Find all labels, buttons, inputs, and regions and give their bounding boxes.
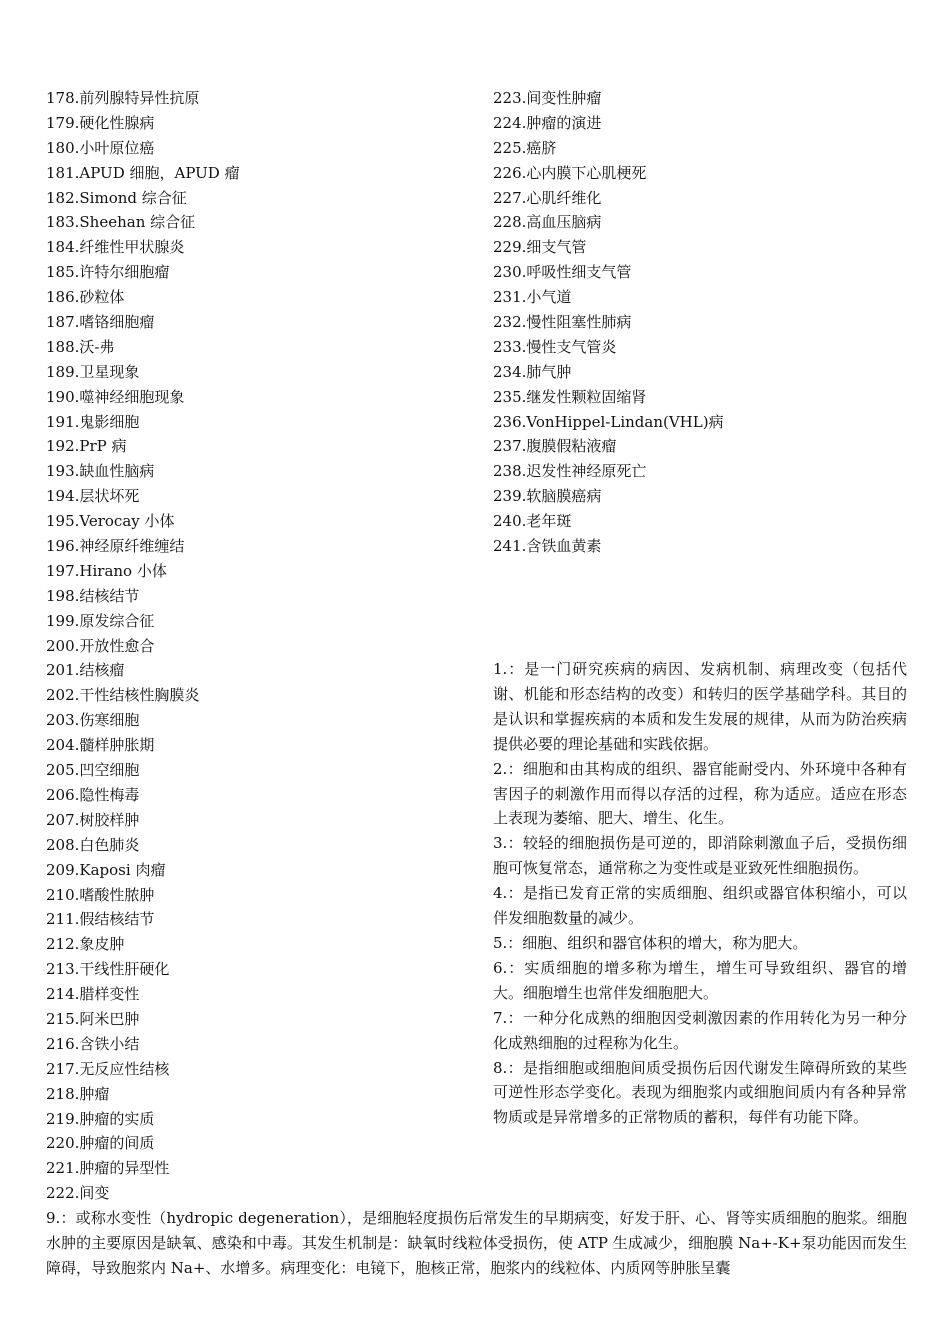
term-item: 178.前列腺特异性抗原 [46,89,200,107]
term-item: 200.开放性愈合 [46,636,155,655]
term-item: 189.卫星现象 [46,362,140,381]
definition-item: 7.：一种分化成熟的细胞因受刺激因素的作用转化为另一种分化成熟细胞的过程称为化生。 [493,1008,907,1052]
definition-item: 5.：细胞、组织和器官体积的增大，称为肥大。 [493,933,808,952]
term-item: 202.干性结核性胸膜炎 [46,686,200,705]
definition-item: 1.：是一门研究疾病的病因、发病机制、病理改变（包括代谢、机能和形态结构的改变）和转归的医学基础学科。其目的是认识和掌握疾病的本质和发生发展的规律，从而为防治疾病提供必要的理论基础和实践依据。 [493,660,907,753]
term-item: 187.嗜铬细胞瘤 [46,313,155,332]
term-item: 213.干线性肝硬化 [46,960,170,979]
definition-item: 8.：是指细胞或细胞间质受损伤后因代谢发生障碍所致的某些可逆性形态学变化。表现为细胞浆内或细胞间质内有各种异常物质或是异常增多的正常物质的蓄积，每伴有功能下降。 [493,1058,907,1127]
term-item: 227.心肌纤维化 [493,188,602,207]
term-item: 230.呼吸性细支气管 [493,263,632,282]
term-item: 234.肺气肿 [493,362,572,381]
term-item: 180.小叶原位癌 [46,138,155,157]
term-item: 188.沃-弗 [46,337,115,356]
term-item: 179.硬化性腺病 [46,113,155,132]
term-item: 224.肿瘤的演进 [493,113,602,132]
term-item: 219.肿瘤的实质 [46,1109,155,1128]
term-item: 216.含铁小结 [46,1034,140,1053]
term-item: 236.VonHippel-Lindan(VHL)病 [493,412,724,431]
definition-item: 2.：细胞和由其构成的组织、器官能耐受内、外环境中各种有害因子的刺激作用而得以存活的过程，称为适应。适应在形态上表现为萎缩、肥大、增生、化生。 [493,759,907,828]
term-item: 198.结核结节 [46,586,140,605]
term-item: 238.迟发性神经原死亡 [493,462,647,481]
term-item: 186.砂粒体 [46,288,125,307]
term-item: 241.含铁血黄素 [493,537,602,556]
term-item: 218.肿瘤 [46,1084,110,1103]
term-item: 201.结核瘤 [46,661,125,680]
term-item: 196.神经原纤维缠结 [46,537,185,556]
term-item: 199.原发综合征 [46,611,155,630]
term-item: 203.伤寒细胞 [46,711,140,730]
term-item: 214.腊样变性 [46,985,140,1004]
term-item: 207.树胶样肿 [46,810,140,829]
term-item: 192.PrP 病 [46,437,127,456]
term-item: 185.许特尔细胞瘤 [46,263,170,282]
term-item: 232.慢性阻塞性肺病 [493,313,632,332]
term-item: 211.假结核结节 [46,910,155,929]
term-item: 191.鬼影细胞 [46,412,140,431]
definition-item: 6.：实质细胞的增多称为增生，增生可导致组织、器官的增大。细胞增生也常伴发细胞肥大。 [493,958,907,1002]
term-item: 217.无反应性结核 [46,1059,170,1078]
term-item: 194.层状坏死 [46,487,140,506]
left-term-list [46,86,466,1206]
term-item: 233.慢性支气管炎 [493,337,617,356]
term-item: 212.象皮肿 [46,935,125,954]
term-item: 210.嗜酸性脓肿 [46,885,155,904]
definition-item: 3.：较轻的细胞损伤是可逆的，即消除刺激血子后，受损伤细胞可恢复常态，通常称之为变性或是亚致死性细胞损伤。 [493,834,907,878]
term-item: 182.Simond 综合征 [46,188,187,207]
term-item: 184.纤维性甲状腺炎 [46,238,185,257]
term-item: 183.Sheehan 综合征 [46,213,196,232]
term-item: 239.软脑膜癌病 [493,487,602,506]
term-item: 221.肿瘤的异型性 [46,1159,170,1178]
right-term-list [493,86,913,559]
term-item: 229.细支气管 [493,238,587,257]
term-item: 190.噬神经细胞现象 [46,387,185,406]
definition-list [493,657,907,1130]
term-item: 206.隐性梅毒 [46,785,140,804]
term-item: 209.Kaposi 肉瘤 [46,860,166,879]
term-item: 215.阿米巴肿 [46,1009,140,1028]
term-item: 237.腹膜假粘液瘤 [493,437,617,456]
term-item: 193.缺血性脑病 [46,462,155,481]
term-item: 204.髓样肿胀期 [46,736,155,755]
definition-item: 4.：是指已发育正常的实质细胞、组织或器官体积缩小，可以伴发细胞数量的减少。 [493,884,907,928]
term-item: 222.间变 [46,1184,110,1203]
definition-9: 9.：或称水变性（hydropic degeneration），是细胞轻度损伤后常发生的早期病变，好发于肝、心、肾等实质细胞的胞浆。细胞水肿的主要原因是缺氧、感染和中毒。其发生机制是：缺氧时线粒体受损伤，使 ATP 生成减少，细胞膜 Na+-K+泵功能因而发生障碍，导致胞浆内 Na+、水增多。病理变化：电镜下，胞核正常，胞浆内的线粒体、内质网等肿胀呈囊 [46,1209,907,1277]
term-item: 208.白色肺炎 [46,835,140,854]
term-item: 220.肿瘤的间质 [46,1134,155,1153]
term-item: 197.Hirano 小体 [46,561,167,580]
term-item: 231.小气道 [493,288,572,307]
term-item: 235.继发性颗粒固缩肾 [493,387,647,406]
term-item: 228.高血压脑病 [493,213,602,232]
term-item: 223.间变性肿瘤 [493,89,602,107]
term-item: 195.Verocay 小体 [46,512,175,531]
term-item: 226.心内膜下心肌梗死 [493,163,647,182]
term-item: 240.老年斑 [493,512,572,531]
term-item: 181.APUD 细胞，APUD 瘤 [46,163,240,182]
term-item: 225.癌脐 [493,138,557,157]
term-item: 205.凹空细胞 [46,761,140,780]
